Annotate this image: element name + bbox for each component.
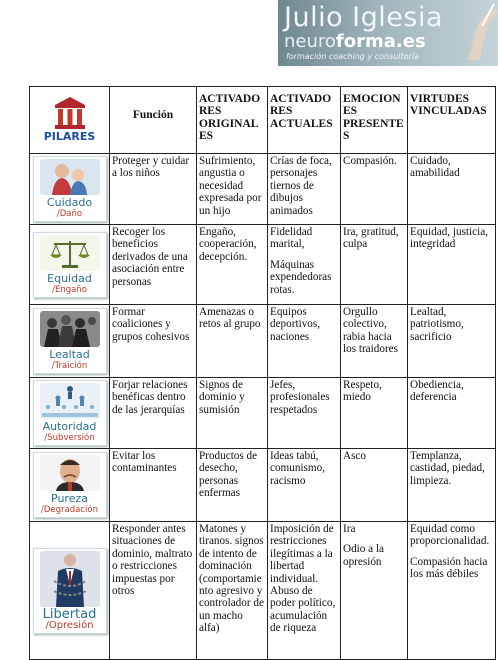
pillar-name: Autoridad: [42, 420, 97, 433]
table-row: [30, 154, 496, 225]
original-cell: Sufrimiento, angustia o necesidad expresada por un hijo: [197, 154, 268, 225]
hierarchy-icon: [40, 383, 100, 419]
emotions-header: EMOCIONES PRESENTES: [341, 87, 408, 154]
table-row: [30, 378, 496, 449]
virtues-cell: Obediencia, deferencia: [408, 378, 496, 449]
pillar-card-libertad: [33, 548, 107, 634]
virtues-cell: [408, 522, 496, 660]
disgust-face-image: [40, 455, 100, 491]
current-cell: Crías de foca, personajes tiernos de dibujos animados: [268, 154, 341, 225]
banner-name: Julio Iglesia: [284, 2, 444, 33]
pillars-label: PILARES: [43, 130, 96, 144]
virtues-cell: Lealtad, patriotismo, sacrificio: [408, 305, 496, 378]
moral-foundations-table: [29, 86, 496, 660]
table-row: [30, 449, 496, 522]
hand-pen-icon: [458, 0, 498, 60]
table-row: [30, 305, 496, 378]
pillar-opposite: /Subversión: [44, 433, 95, 443]
pillar-card-pureza: [33, 452, 107, 518]
function-cell: Responder antes situaciones de dominio, maltrato o restricciones impuestas por otros: [110, 522, 197, 660]
original-cell: Productos de desecho, personas enfermas: [197, 449, 268, 522]
current-cell: Equipos deportivos, naciones: [268, 305, 341, 378]
pillar-name: Cuidado: [46, 196, 93, 209]
chained-man-image: [40, 551, 100, 607]
pillar-cell: [30, 154, 110, 225]
pillar-card-equidad: [33, 232, 107, 298]
pillar-name: Libertad: [42, 606, 97, 622]
pillar-card-autoridad: [33, 380, 107, 446]
banner-site-a: neuro: [284, 31, 336, 52]
function-cell: Evitar los contaminantes: [110, 449, 197, 522]
pillar-name: Equidad: [47, 271, 92, 285]
original-cell: Engaño, cooperación, decepción.: [197, 225, 268, 305]
pillar-name: Lealtad: [49, 348, 90, 361]
function-cell: Proteger y cuidar a los niños: [110, 154, 197, 225]
pillar-cell: [30, 378, 110, 449]
current-cell: Ideas tabú, comunismo, racismo: [268, 449, 341, 522]
emotions-cell: Ira, gratitud, culpa: [341, 225, 408, 305]
banner-site-b: forma.es: [335, 31, 426, 52]
pillar-cell: [30, 522, 110, 660]
current-text-2: Máquinas expendedoras rotas.: [270, 258, 332, 296]
virtues-cell: Templanza, castidad, piedad, limpieza.: [408, 449, 496, 522]
emotions-cell: Orgullo colectivo, rabia hacia los traidores: [341, 305, 408, 378]
original-cell: Matones y tiranos. signos de intento de dominación (comportamiento agresivo y controlador de un macho alfa): [197, 522, 268, 660]
function-header: Función: [110, 87, 197, 154]
emotions-cell: Respeto, miedo: [341, 378, 408, 449]
crowd-image: [40, 311, 100, 347]
banner-tagline: formación coaching y consultoría: [286, 52, 419, 61]
pillar-opposite: /Daño: [56, 209, 83, 219]
pillar-opposite: /Degradación: [41, 505, 98, 515]
current-cell: [268, 225, 341, 305]
virtues-cell: Equidad, justicia, integridad: [408, 225, 496, 305]
pillars-icon: [53, 96, 87, 130]
current-text-1: Fidelidad marital,: [270, 226, 313, 251]
pillar-card-cuidado: [33, 156, 107, 222]
header-banner: [278, 0, 498, 66]
pillar-cell: [30, 449, 110, 522]
virtues-text-2: Compasión hacia los más débiles: [410, 555, 488, 581]
pillar-cell: [30, 305, 110, 378]
virtues-text-1: Equidad como proporcionalidad.: [410, 523, 490, 548]
original-header: ACTIVADORES ORIGINALES: [197, 87, 268, 154]
original-cell: Amenazas o retos al grupo: [197, 305, 268, 378]
emotions-cell: Compasión.: [341, 154, 408, 225]
pillar-card-lealtad: [33, 308, 107, 374]
emotions-text-1: Ira: [343, 523, 356, 535]
current-header: ACTIVADORES ACTUALES: [268, 87, 341, 154]
original-cell: Signos de dominio y sumisión: [197, 378, 268, 449]
header-row: [30, 87, 496, 154]
pillar-name: Pureza: [51, 492, 88, 505]
pillar-opposite: /Traición: [51, 361, 88, 371]
scales-icon: [40, 235, 100, 271]
emotions-cell: [341, 522, 408, 660]
function-cell: Formar coaliciones y grupos cohesivos: [110, 305, 197, 378]
emotions-text-2: Odio a la opresión: [343, 543, 385, 568]
emotions-cell: Asco: [341, 449, 408, 522]
banner-site: [284, 31, 426, 52]
pillar-cell: [30, 225, 110, 305]
virtues-cell: Cuidado, amabilidad: [408, 154, 496, 225]
table-row: [30, 522, 496, 660]
function-cell: Recoger los beneficios derivados de una asociación entre personas: [110, 225, 197, 305]
pillar-opposite: /Opresión: [45, 619, 94, 631]
virtues-header: VIRTUDES VINCULADAS: [408, 87, 496, 154]
pillar-opposite: /Engaño: [52, 284, 87, 295]
current-cell: Imposición de restricciones ilegítimas a la libertad individual. Abuso de poder político, acumulación de riqueza: [268, 522, 341, 660]
care-image: [40, 159, 100, 195]
function-cell: Forjar relaciones benéficas dentro de las jerarquías: [110, 378, 197, 449]
pillars-header-cell: [30, 87, 110, 154]
table-row: [30, 225, 496, 305]
current-cell: Jefes, profesionales respetados: [268, 378, 341, 449]
